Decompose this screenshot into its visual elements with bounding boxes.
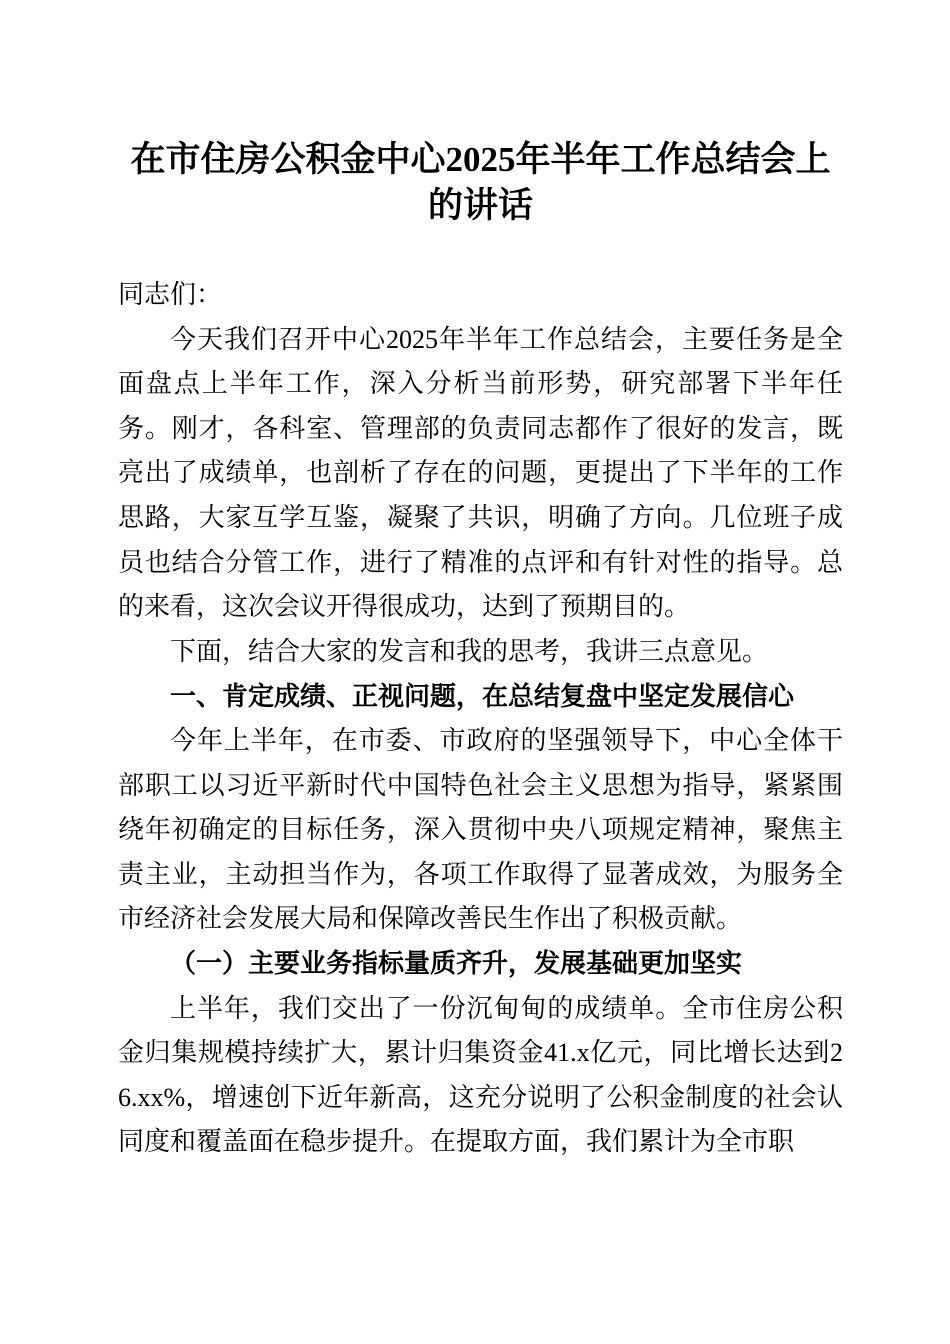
body-paragraph: 今年上半年，在市委、市政府的坚强领导下，中心全体干部职工以习近平新时代中国特色社会主义思想为指导，紧紧围绕年初确定的目标任务，深入贯彻中央八项规定精神，聚焦主责主业，主动担当作为，各项工作取得了显著成效，为服务全市经济社会发展大局和保障改善民生作出了积极贡献。 xyxy=(118,725,843,934)
sub-heading: （一）主要业务指标量质齐升，发展基础更加坚实 xyxy=(170,948,743,978)
body-paragraph: 上半年，我们交出了一份沉甸甸的成绩单。全市住房公积金归集规模持续扩大，累计归集资金41.x亿元，同比增长达到26.xx%，增速创下近年新高，这充分说明了公积金制度的社会认同度和覆盖面在稳步提升。在提取方面，我们累计为全市职 xyxy=(118,993,843,1157)
document-title: 在市住房公积金中心2025年半年工作总结会上的讲话 xyxy=(130,140,831,225)
section-heading: 一、肯定成绩、正视问题，在总结复盘中坚定发展信心 xyxy=(170,681,795,712)
body-paragraph: 今天我们召开中心2025年半年工作总结会，主要任务是全面盘点上半年工作，深入分析当前形势，研究部署下半年任务。刚才，各科室、管理部的负责同志都作了很好的发言，既亮出了成绩单，也剖析了存在的问题，更提出了下半年的工作思路，大家互学互鉴，凝聚了共识，明确了方向。几位班子成员也结合分管工作，进行了精准的点评和有针对性的指导。总的来看，这次会议开得很成功，达到了预期目的。 xyxy=(118,324,843,622)
body-paragraph: 下面，结合大家的发言和我的思考，我讲三点意见。 xyxy=(170,636,769,666)
salutation: 同志们： xyxy=(118,280,223,309)
document-body xyxy=(118,273,843,1165)
